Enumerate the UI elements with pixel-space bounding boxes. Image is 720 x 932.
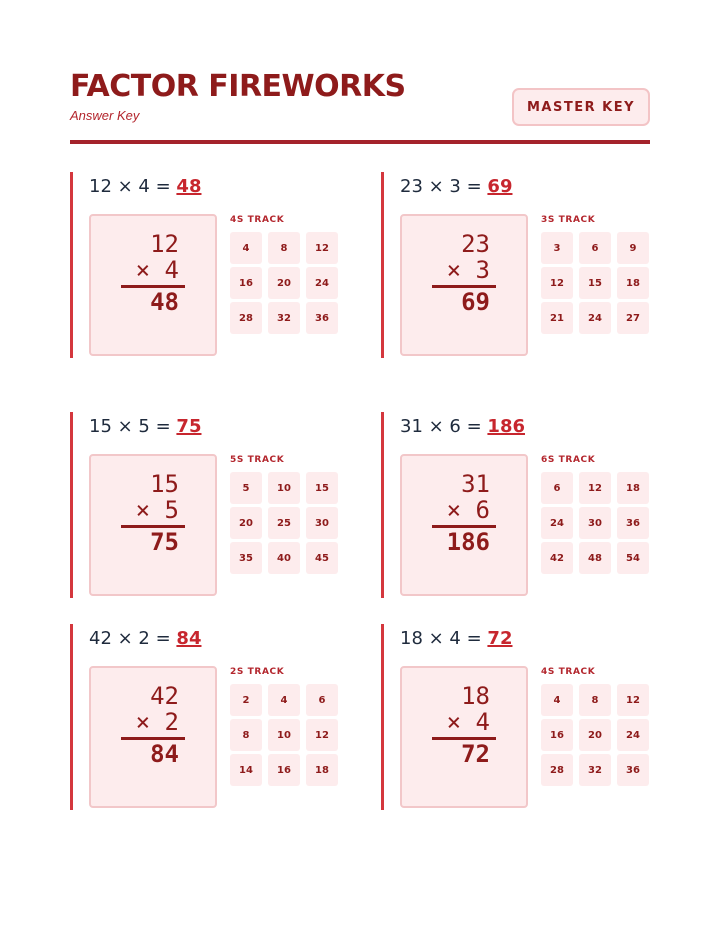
vertical-multiplication: [438, 231, 490, 316]
track-cell: 8: [579, 684, 611, 716]
track-cell: 18: [617, 472, 649, 504]
track-cell: 36: [306, 302, 338, 334]
multiples-track: [230, 684, 338, 786]
track-cell: 15: [306, 472, 338, 504]
equation-text: 31 × 6 =: [400, 416, 488, 437]
problem-card: [381, 172, 651, 358]
track-label: 5S TRACK: [230, 455, 285, 465]
track-cell: 10: [268, 719, 300, 751]
problem-equation: [89, 626, 201, 652]
track-cell: 48: [579, 542, 611, 574]
vertical-multiplication: [127, 471, 179, 556]
track-cell: 12: [579, 472, 611, 504]
multiplier: × 5: [135, 496, 179, 524]
track-cell: 28: [230, 302, 262, 334]
multiplier: × 4: [446, 708, 490, 736]
work-box: [89, 214, 217, 356]
product: 84: [150, 740, 179, 768]
track-cell: 45: [306, 542, 338, 574]
multiples-track: [230, 232, 338, 334]
problem-card: [381, 412, 651, 598]
problem-equation: [89, 174, 201, 200]
work-box: [400, 214, 528, 356]
multiples-track: [541, 472, 649, 574]
problem-card: [381, 624, 651, 810]
multiplicand: 42: [150, 682, 179, 710]
track-cell: 24: [579, 302, 611, 334]
track-cell: 12: [306, 719, 338, 751]
multiplicand: 12: [150, 230, 179, 258]
track-cell: 36: [617, 754, 649, 786]
multiplicand: 18: [461, 682, 490, 710]
track-cell: 16: [268, 754, 300, 786]
track-cell: 5: [230, 472, 262, 504]
track-cell: 25: [268, 507, 300, 539]
track-cell: 21: [541, 302, 573, 334]
track-cell: 6: [579, 232, 611, 264]
work-box: [89, 454, 217, 596]
equation-text: 15 × 5 =: [89, 416, 177, 437]
vertical-multiplication: [127, 683, 179, 768]
track-cell: 4: [230, 232, 262, 264]
track-label: 4S TRACK: [541, 667, 596, 677]
vertical-multiplication: [438, 683, 490, 768]
work-box: [400, 454, 528, 596]
track-label: 4S TRACK: [230, 215, 285, 225]
track-cell: 18: [306, 754, 338, 786]
problem-equation: [89, 414, 201, 440]
multiplicand: 31: [461, 470, 490, 498]
equation-answer: 84: [176, 628, 202, 649]
track-cell: 12: [617, 684, 649, 716]
track-cell: 32: [579, 754, 611, 786]
track-cell: 12: [541, 267, 573, 299]
multiples-track: [541, 232, 649, 334]
multiplier: × 2: [135, 708, 179, 736]
track-cell: 18: [617, 267, 649, 299]
track-cell: 14: [230, 754, 262, 786]
track-cell: 36: [617, 507, 649, 539]
track-cell: 20: [579, 719, 611, 751]
problem-card: [70, 172, 340, 358]
equation-text: 23 × 3 =: [400, 176, 488, 197]
problem-card: [70, 624, 340, 810]
problem-card: [70, 412, 340, 598]
product: 75: [150, 528, 179, 556]
track-cell: 30: [306, 507, 338, 539]
track-cell: 3: [541, 232, 573, 264]
track-cell: 24: [617, 719, 649, 751]
track-cell: 15: [579, 267, 611, 299]
track-cell: 2: [230, 684, 262, 716]
page-subtitle: Answer Key: [70, 108, 140, 123]
track-cell: 16: [541, 719, 573, 751]
multiples-track: [541, 684, 649, 786]
product: 186: [446, 528, 490, 556]
track-cell: 32: [268, 302, 300, 334]
track-cell: 9: [617, 232, 649, 264]
vertical-multiplication: [438, 471, 490, 556]
work-box: [89, 666, 217, 808]
track-label: 2S TRACK: [230, 667, 285, 677]
multiplicand: 15: [150, 470, 179, 498]
track-cell: 4: [541, 684, 573, 716]
product: 72: [461, 740, 490, 768]
equation-answer: 186: [487, 416, 525, 437]
track-cell: 16: [230, 267, 262, 299]
track-cell: 8: [230, 719, 262, 751]
track-cell: 27: [617, 302, 649, 334]
multiples-track: [230, 472, 338, 574]
track-cell: 54: [617, 542, 649, 574]
track-cell: 28: [541, 754, 573, 786]
track-cell: 42: [541, 542, 573, 574]
page-title: FACTOR FIREWORKS: [70, 69, 406, 104]
equation-text: 18 × 4 =: [400, 628, 488, 649]
track-label: 6S TRACK: [541, 455, 596, 465]
equation-answer: 75: [176, 416, 202, 437]
track-cell: 35: [230, 542, 262, 574]
multiplier: × 4: [135, 256, 179, 284]
multiplier: × 3: [446, 256, 490, 284]
track-cell: 4: [268, 684, 300, 716]
track-cell: 20: [230, 507, 262, 539]
problem-equation: [400, 174, 512, 200]
product: 69: [461, 288, 490, 316]
equation-answer: 72: [487, 628, 513, 649]
equation-text: 12 × 4 =: [89, 176, 177, 197]
track-cell: 40: [268, 542, 300, 574]
equation-answer: 48: [176, 176, 202, 197]
track-cell: 6: [306, 684, 338, 716]
track-cell: 6: [541, 472, 573, 504]
track-cell: 30: [579, 507, 611, 539]
equation-text: 42 × 2 =: [89, 628, 177, 649]
problem-equation: [400, 626, 512, 652]
track-label: 3S TRACK: [541, 215, 596, 225]
work-box: [400, 666, 528, 808]
worksheet-header: [70, 70, 650, 142]
header-divider: [70, 140, 650, 144]
problem-equation: [400, 414, 525, 440]
vertical-multiplication: [127, 231, 179, 316]
product: 48: [150, 288, 179, 316]
track-cell: 24: [541, 507, 573, 539]
track-cell: 20: [268, 267, 300, 299]
multiplicand: 23: [461, 230, 490, 258]
track-cell: 10: [268, 472, 300, 504]
equation-answer: 69: [487, 176, 513, 197]
track-cell: 24: [306, 267, 338, 299]
master-key-badge: MASTER KEY: [512, 88, 650, 126]
multiplier: × 6: [446, 496, 490, 524]
track-cell: 12: [306, 232, 338, 264]
track-cell: 8: [268, 232, 300, 264]
